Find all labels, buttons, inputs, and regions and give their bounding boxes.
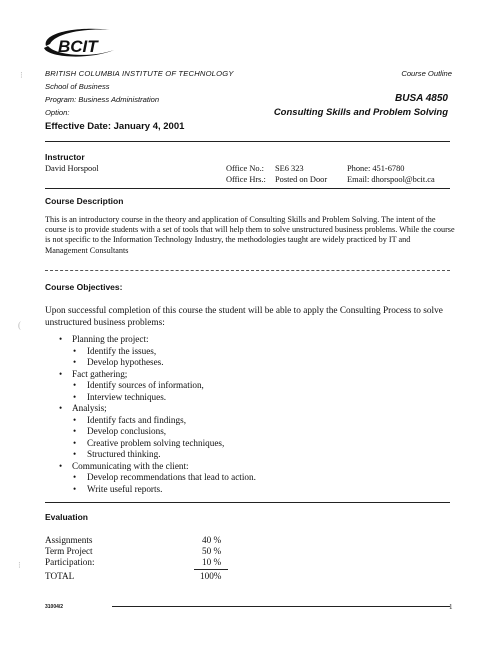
bcit-logo — [40, 24, 118, 66]
phone: Phone: 451-6780 — [347, 164, 405, 173]
eval-total-value: 100% — [200, 571, 222, 581]
eval-value-term-project: 50 % — [202, 546, 222, 556]
option-label: Option: — [45, 108, 70, 117]
header-divider — [45, 141, 450, 142]
description-divider — [45, 270, 450, 271]
scan-mark: ⁝ — [18, 560, 21, 570]
eval-label-participation: Participation: — [45, 557, 95, 567]
evaluation-heading: Evaluation — [45, 512, 88, 522]
list-item: • Creative problem solving techniques, — [45, 438, 256, 450]
total-underline — [194, 569, 228, 570]
eval-label-assignments: Assignments — [45, 535, 93, 545]
list-item: • Interview techniques. — [45, 392, 256, 404]
list-item: • Identify the issues, — [45, 346, 256, 358]
instructor-divider — [45, 188, 450, 189]
email: Email: dhorspool@bcit.ca — [347, 175, 435, 184]
list-item: • Fact gathering; — [45, 369, 256, 381]
list-item: • Develop hypotheses. — [45, 357, 256, 369]
course-title: Consulting Skills and Problem Solving — [273, 107, 448, 118]
scan-mark: ( — [18, 320, 21, 330]
office-no-label: Office No.: — [226, 164, 264, 173]
footer-code: 31004/2 — [45, 604, 64, 610]
document-type: Course Outline — [401, 69, 452, 78]
description-heading: Course Description — [45, 196, 124, 206]
institute-name: BRITISH COLUMBIA INSTITUTE OF TECHNOLOGY — [45, 69, 234, 78]
svg-text:BCIT: BCIT — [58, 37, 98, 56]
objectives-list — [45, 334, 256, 495]
list-item: • Develop conclusions, — [45, 426, 256, 438]
eval-label-term-project: Term Project — [45, 546, 93, 556]
list-item: • Analysis; — [45, 403, 256, 415]
effective-date: Effective Date: January 4, 2001 — [45, 121, 185, 132]
description-text: This is an introductory course in the theory and application of Consulting Skills and Problem Solving. The intent of the course is to provide students with a set of tools that will help them to solve unstructured business problems. While the course is not specific to the Information Technology Industry, the methodologies taught are widely practiced by IT and Management Consultants — [45, 215, 455, 255]
objectives-divider — [45, 502, 450, 503]
objectives-heading: Course Objectives: — [45, 282, 123, 292]
page-number: 1 — [449, 603, 453, 611]
school-name: School of Business — [45, 82, 110, 91]
office-hrs-label: Office Hrs.: — [226, 175, 266, 184]
instructor-heading: Instructor — [45, 152, 85, 162]
footer-divider — [112, 606, 450, 607]
eval-value-assignments: 40 % — [202, 535, 222, 545]
list-item: • Identify facts and findings, — [45, 415, 256, 427]
eval-value-participation: 10 % — [202, 557, 222, 567]
program-name: Program: Business Administration — [45, 95, 160, 104]
instructor-name: David Horspool — [45, 164, 99, 173]
office-no: SE6 323 — [275, 164, 304, 173]
list-item: • Develop recommendations that lead to action. — [45, 472, 256, 484]
list-item: • Identify sources of information, — [45, 380, 256, 392]
eval-total-label: TOTAL — [45, 571, 75, 581]
course-code: BUSA 4850 — [395, 93, 448, 104]
list-item: • Structured thinking. — [45, 449, 256, 461]
list-item: • Communicating with the client: — [45, 461, 256, 473]
list-item: • Write useful reports. — [45, 484, 256, 496]
objectives-intro: Upon successful completion of this course the student will be able to apply the Consulting Process to solve unstructured business problems: — [45, 306, 443, 328]
scan-mark: ⁝ — [20, 70, 23, 80]
office-hrs: Posted on Door — [275, 175, 328, 184]
list-item: • Planning the project: — [45, 334, 256, 346]
